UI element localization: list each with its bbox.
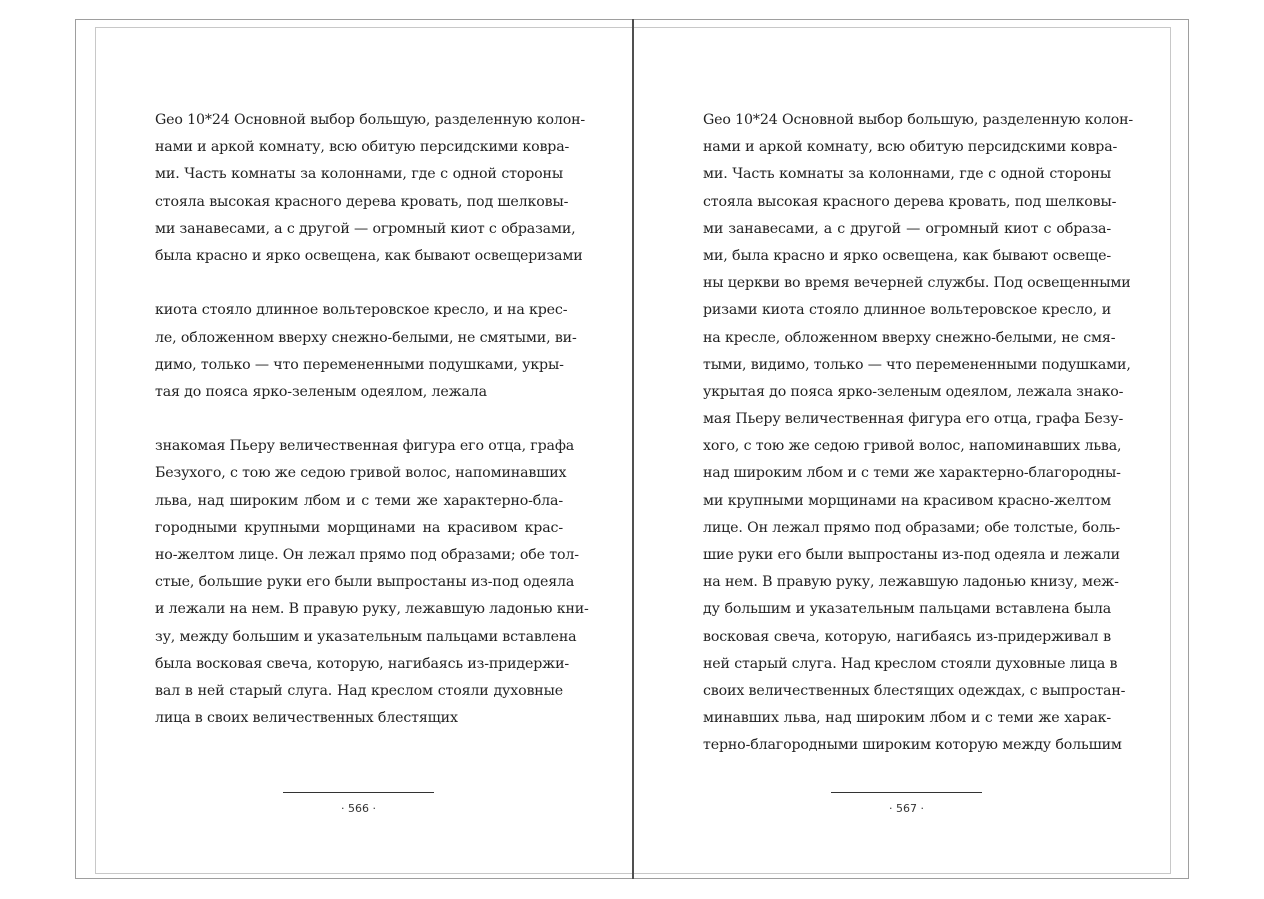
text-line: мая Пьеру величественная фигура его отца, графа Безу- [703, 411, 1124, 428]
text-line: Безухого, с тою же седою гривой волос, напоминавших [155, 465, 567, 482]
right-page-number: · 567 · [889, 802, 924, 815]
text-line: димо, только — что перемененными подушками, укры- [155, 356, 564, 373]
text-line: укрытая до пояса ярко-зеленым одеялом, лежала знако- [703, 383, 1124, 400]
text-line: городными крупными морщинами на красивом крас- [155, 519, 563, 536]
text-line: тая до пояса ярко-зеленым одеялом, лежала [155, 383, 487, 400]
right-footer-rule [831, 792, 982, 793]
text-line: была красно и ярко освещена, как бывают освещеризами [155, 247, 583, 264]
text-line: ду большим и указательным пальцами вставлена была [703, 601, 1111, 618]
text-line: знакомая Пьеру величественная фигура его отца, графа [155, 438, 575, 455]
text-line: ми, была красно и ярко освещена, как бывают освеще- [703, 247, 1111, 264]
text-line: стые, большие руки его были выпростаны из-под одеяла [155, 574, 575, 591]
text-line: вал в ней старый слуга. Над креслом стояли духовные [155, 682, 563, 699]
text-line: льва, над широким лбом и с теми же характерно-бла- [155, 492, 563, 509]
text-line: ми занавесами, а с другой — огромный киот с образами, [155, 220, 576, 237]
text-line: нами и аркой комнату, всю обитую персидскими ковра- [703, 139, 1118, 156]
text-line: ми крупными морщинами на красивом красно-желтом [703, 492, 1111, 509]
text-line: и лежали на нем. В правую руку, лежавшую ладонью кни- [155, 601, 589, 618]
text-line: на нем. В правую руку, лежавшую ладонью книзу, меж- [703, 574, 1119, 591]
left-page-text [155, 107, 589, 732]
text-line: ми занавесами, а с другой — огромный киот с образа- [703, 220, 1111, 237]
text-line: над широким лбом и с теми же характерно-благородны- [703, 465, 1121, 482]
text-line: нами и аркой комнату, всю обитую персидскими ковра- [155, 139, 570, 156]
text-line: стояла высокая красного дерева кровать, под шелковы- [155, 193, 569, 210]
right-page-text [703, 107, 1134, 760]
text-line: ми. Часть комнаты за колоннами, где с одной стороны [703, 166, 1111, 183]
text-line: Geo 10*24 Основной выбор большую, разделенную колон- [703, 112, 1134, 128]
text-line: ле, обложенном вверху снежно-белыми, не смятыми, ви- [155, 329, 577, 346]
text-line: ны церкви во время вечерней службы. Под освещенными [703, 275, 1131, 292]
text-line: лица в своих величественных блестящих [155, 710, 458, 727]
text-line: киота стояло длинное вольтеровское кресло, и на крес- [155, 302, 568, 319]
left-footer-rule [283, 792, 434, 793]
text-line: терно-благородными широким которую между большим [703, 737, 1122, 754]
text-line: хого, с тою же седою гривой волос, напоминавших льва, [703, 438, 1122, 455]
text-line: тыми, видимо, только — что перемененными подушками, [703, 356, 1131, 373]
text-line: на кресле, обложенном вверху снежно-белыми, не смя- [703, 329, 1116, 346]
left-page-number: · 566 · [341, 802, 376, 815]
text-line: была восковая свеча, которую, нагибаясь из-придержи- [155, 655, 570, 672]
book-spine [632, 19, 634, 879]
text-line: стояла высокая красного дерева кровать, под шелковы- [703, 193, 1117, 210]
text-line: зу, между большим и указательным пальцами вставлена [155, 628, 577, 645]
text-line: восковая свеча, которую, нагибаясь из-придерживал в [703, 628, 1111, 645]
paragraph-gap [155, 406, 563, 433]
text-line: шие руки его были выпростаны из-под одеяла и лежали [703, 547, 1120, 563]
text-line: своих величественных блестящих одеждах, с выпростан- [703, 682, 1126, 699]
text-line: ризами киота стояло длинное вольтеровское кресло, и [703, 302, 1111, 319]
paragraph-gap [155, 270, 563, 297]
text-line: минавших льва, над широким лбом и с теми же харак- [703, 710, 1111, 727]
text-line: ми. Часть комнаты за колоннами, где с одной стороны [155, 166, 563, 183]
text-line: но-желтом лице. Он лежал прямо под образами; обе тол- [155, 547, 579, 563]
text-line: ней старый слуга. Над креслом стояли духовные лица в [703, 655, 1118, 672]
text-line: Geo 10*24 Основной выбор большую, разделенную колон- [155, 112, 586, 128]
text-line: лице. Он лежал прямо под образами; обе толстые, боль- [703, 519, 1121, 536]
